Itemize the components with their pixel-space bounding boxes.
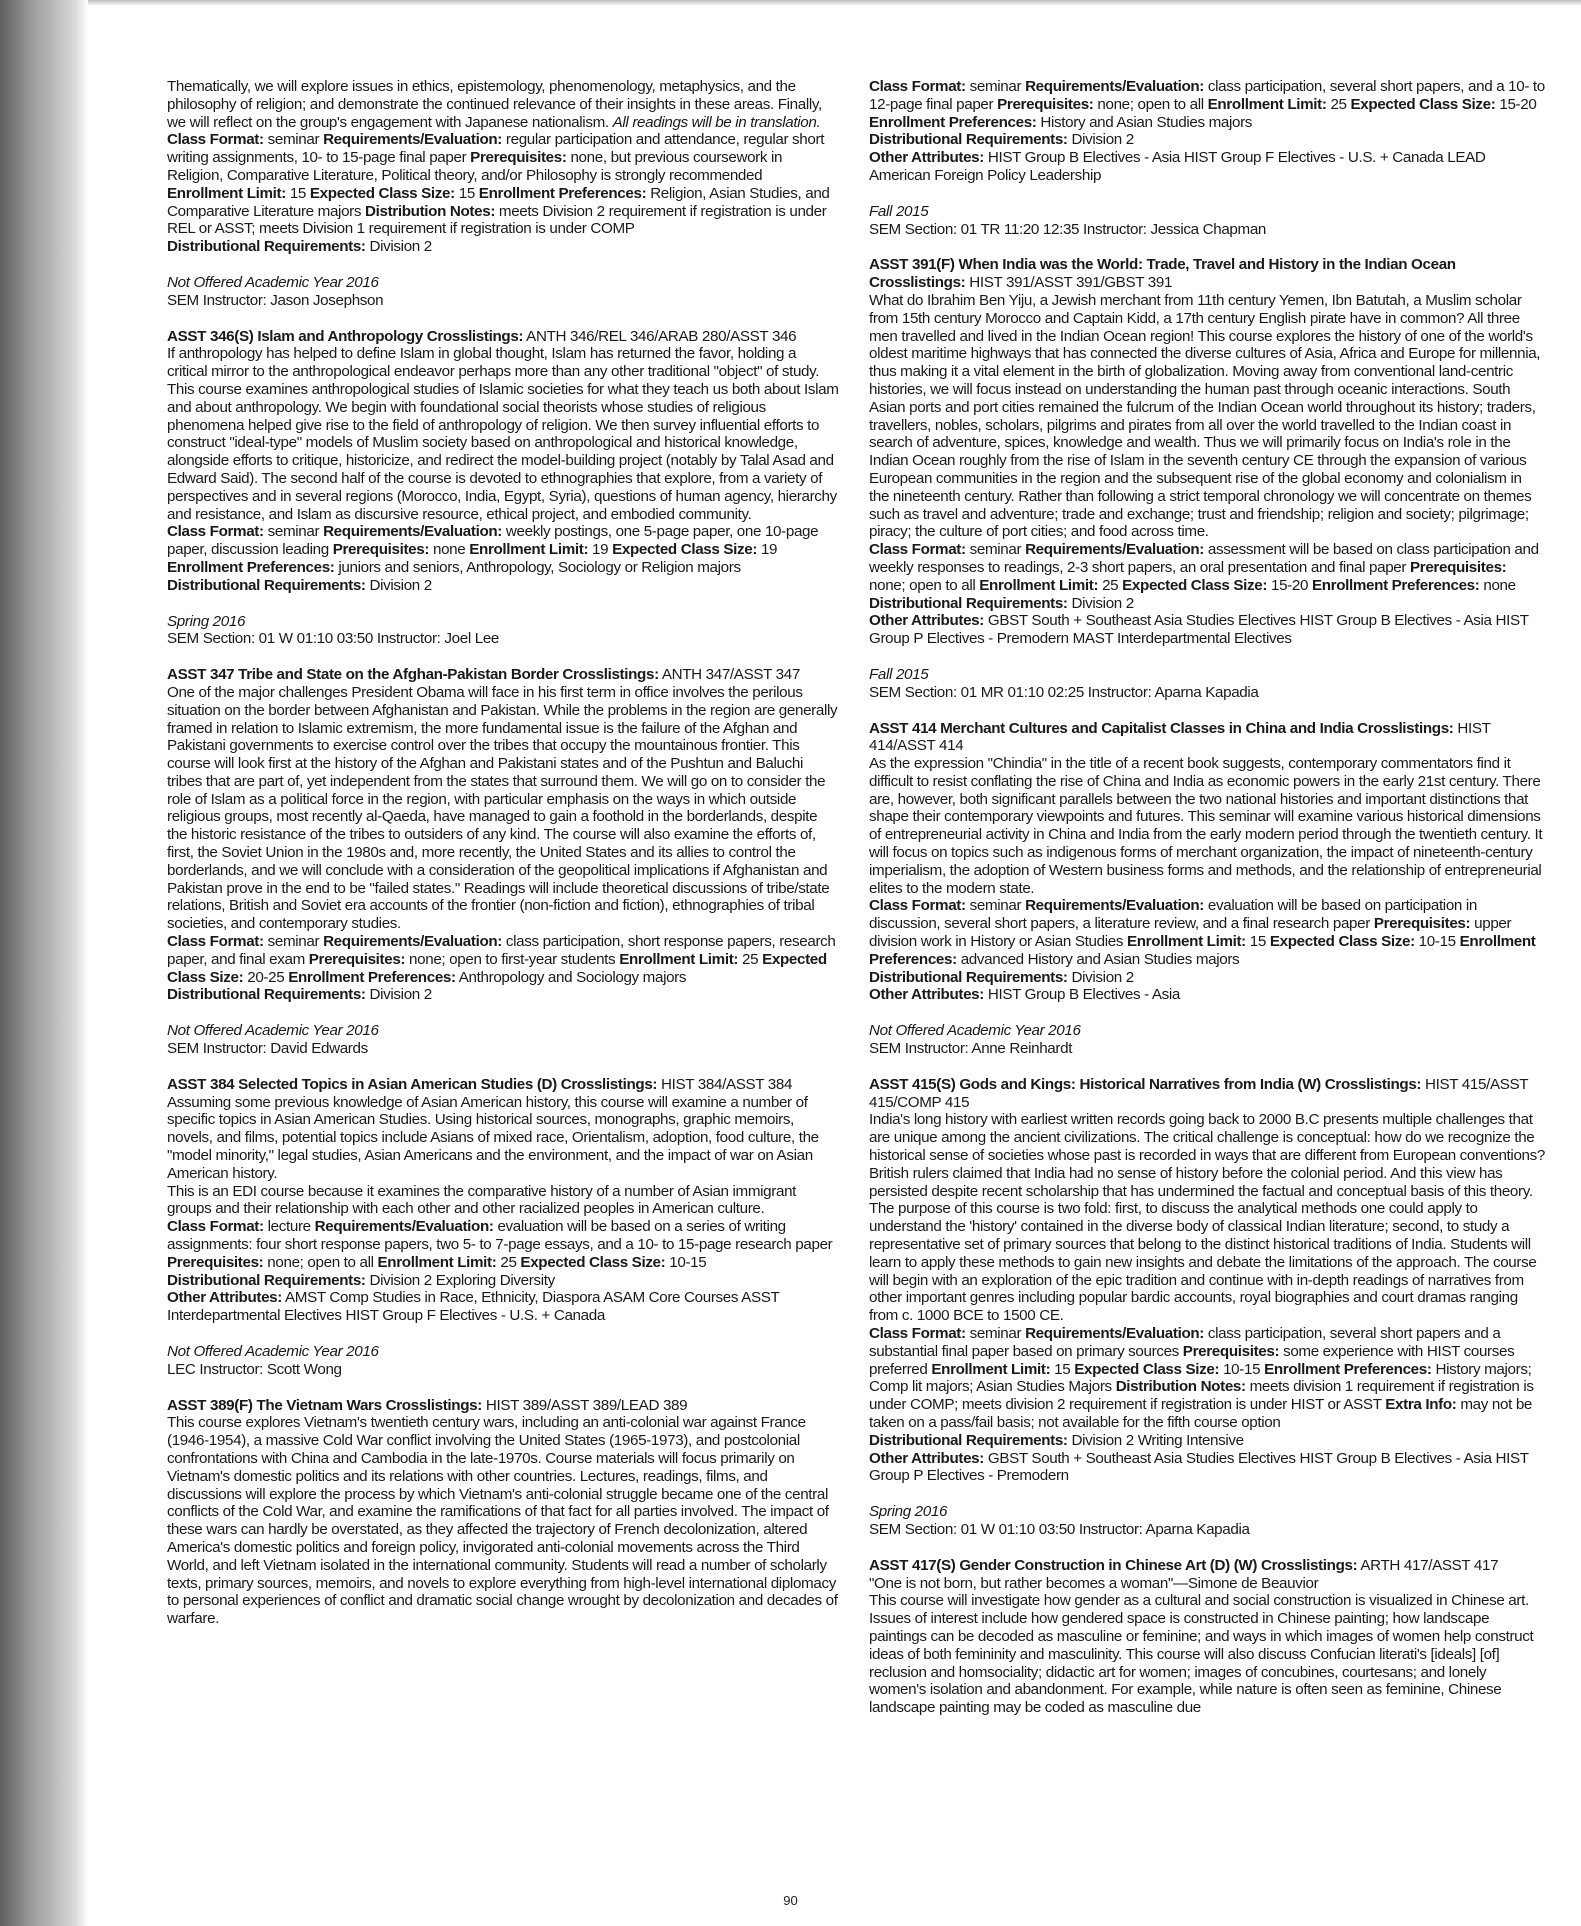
detail-label: Enrollment Limit: [377, 1253, 497, 1271]
detail-label: Expected Class Size: [167, 950, 827, 986]
term-offered: Spring 2016 [167, 612, 246, 630]
detail-label: Enrollment Limit: [167, 184, 286, 202]
detail-value: meets division 1 requirement if registration is under COMP; meets division 2 requirement if registration is under HIST or ASST [869, 1378, 1534, 1414]
crosslistings-label: Crosslistings: [1260, 1556, 1358, 1574]
course-entry [167, 328, 839, 649]
detail-value: 25 [1330, 95, 1347, 113]
detail-label: Enrollment Preferences: [1264, 1360, 1432, 1378]
crosslistings-label: Crosslistings: [1324, 1075, 1422, 1093]
distributional-requirements [167, 238, 839, 256]
course-description: If anthropology has helped to define Islam in global thought, Islam has returned the favor, holding a critical mirror to the anthropological endeavor perhaps more than any other traditional "object" of study. This course examines anthropological studies of Islamic societies for what they teach us both about Islam and about anthropology. We begin with foundational social theorists whose studies of religious phenomena helped give rise to the field of anthropology of religion. We then survey influential efforts to construct "ideal-type" models of Muslim society based on anthropological and historical knowledge, alongside efforts to critique, historicize, and redirect the model-building project (notably by Talal Asad and Edward Said). The second half of the course is devoted to ethnographies that explore, from a variety of perspectives and in several regions (Morocco, India, Egypt, Syria), questions of human agency, hierarchy and resistance, and Islam as discursive resource, ethical project, and embodied community. [167, 345, 839, 523]
page-edge-shadow [0, 0, 88, 1926]
section-info: SEM Section: 01 W 01:10 03:50 Instructor: Aparna Kapadia [869, 1520, 1250, 1538]
term-offered: Fall 2015 [869, 202, 929, 220]
detail-value: 15-20 [1499, 95, 1537, 113]
course-description: India's long history with earliest written records going back to 2000 B.C presents multiple challenges that are unique among the ancient civilizations. The critical challenge is conceptual: how do we recognize the historical sense of societies whose past is recorded in ways that are different from European conventions? British rulers claimed that India had no sense of history before the colonial period. And this view has persisted despite recent scholarship that has undermined the factual and conceptual basis of this theory. [869, 1111, 1545, 1200]
detail-value: advanced History and Asian Studies majors [960, 950, 1240, 968]
detail-value: seminar [969, 541, 1022, 559]
detail-value: none [1483, 576, 1516, 594]
detail-value: evaluation will be based on participation in discussion, several short papers, a literature review, and a final research paper [869, 897, 1478, 933]
section-info: SEM Instructor: Anne Reinhardt [869, 1040, 1073, 1058]
detail-value: 15 [1054, 1360, 1071, 1378]
detail-value: History and Asian Studies majors [1040, 113, 1253, 131]
term-offered: Not Offered Academic Year 2016 [167, 1022, 379, 1040]
crosslistings-label: Crosslistings: [869, 274, 966, 292]
detail-value: juniors and seniors, Anthropology, Sociology or Religion majors [338, 558, 741, 576]
course-description: Thematically, we will explore issues in ethics, epistemology, phenomenology, metaphysics, and the philosophy of religion; and demonstrate the continued relevance of their insights in these areas. Finally, we will reflect on the group's engagement with Japanese nationalism. All readings will be in translation. [167, 78, 822, 131]
course-title: ASST 346(S) Islam and Anthropology [167, 327, 423, 345]
section-info: SEM Instructor: David Edwards [167, 1040, 368, 1058]
crosslistings-value: HIST 384/ASST 384 [661, 1075, 793, 1093]
detail-label: Prerequisites: [1373, 915, 1471, 933]
course-entry [869, 720, 1545, 1058]
detail-label: Prerequisites: [332, 541, 430, 559]
detail-value: 25 [500, 1253, 517, 1271]
detail-label: Requirements/Evaluation: [323, 131, 503, 149]
crosslistings-value: HIST 415/ASST 415/COMP 415 [869, 1075, 1528, 1111]
detail-label: Requirements/Evaluation: [1025, 78, 1205, 95]
detail-value: 10-15 [1223, 1360, 1261, 1378]
detail-label: Class Format: [167, 933, 264, 951]
course-entry [167, 1397, 839, 1628]
detail-value: none [432, 541, 466, 559]
course-entry [167, 78, 839, 310]
course-title: ASST 417(S) Gender Construction in Chinese Art (D) (W) [869, 1556, 1258, 1574]
detail-label: Class Format: [167, 1218, 264, 1236]
course-details [869, 541, 1545, 594]
crosslistings-label: Crosslistings: [385, 1396, 482, 1414]
detail-value: 15 [1249, 933, 1266, 951]
detail-value: none; open to first-year students [409, 950, 616, 968]
detail-label: Enrollment Preferences: [288, 968, 456, 986]
distrib-value: Division 2 [369, 576, 432, 594]
detail-value: Anthropology and Sociology majors [458, 968, 687, 986]
page-top-edge [88, 0, 1581, 6]
detail-value: 15-20 [1270, 576, 1309, 594]
course-description: Assuming some previous knowledge of Asian American history, this course will examine a number of specific topics in Asian American Studies. Using historical sources, monographs, graphic memoirs, novels, and films, potential topics include Asians of mixed race, Orientalism, adoption, food culture, the "model minority," legal studies, Asian Americans and the environment, and the impact of war on Asian American history. [167, 1093, 819, 1182]
detail-value: seminar [267, 523, 320, 541]
course-title: ASST 384 Selected Topics in Asian American Studies (D) [167, 1075, 557, 1093]
detail-value: upper division work in History or Asian Studies [869, 915, 1512, 951]
distrib-label: Distributional Requirements: [167, 576, 366, 594]
course-heading [167, 328, 839, 346]
detail-value: may not be taken on a pass/fail basis; not available for the fifth course option [869, 1396, 1533, 1431]
distributional-requirements [869, 595, 1545, 613]
term-offered: Not Offered Academic Year 2016 [167, 1343, 379, 1360]
course-entry [167, 1076, 839, 1379]
detail-label: Class Format: [869, 1325, 966, 1342]
detail-value: 25 [1102, 576, 1119, 594]
course-heading [167, 1397, 839, 1415]
detail-value: class participation, short response papers, research paper, and final exam [167, 933, 836, 968]
detail-value: 15 [458, 184, 475, 202]
detail-label: Class Format: [869, 897, 966, 915]
other-label: Other Attributes: [869, 149, 984, 167]
course-title: ASST 414 Merchant Cultures and Capitalist Classes in China and India [869, 719, 1354, 737]
detail-value: 10-15 [1418, 933, 1456, 951]
course-entry [869, 256, 1545, 701]
other-attributes [869, 612, 1545, 648]
detail-label: Distribution Notes: [1115, 1378, 1246, 1396]
detail-value: lecture [267, 1218, 311, 1236]
other-value: GBST South + Southeast Asia Studies Electives HIST Group B Electives - Asia HIST Group P Electives - Premodern [869, 1449, 1529, 1485]
detail-label: Requirements/Evaluation: [323, 933, 503, 951]
course-heading [167, 666, 839, 684]
detail-label: Enrollment Limit: [979, 576, 1099, 594]
detail-label: Requirements/Evaluation: [1025, 541, 1205, 559]
course-details [167, 933, 839, 986]
detail-value: none, but previous coursework in Religion, Comparative Literature, Political theory, and/or Philosophy is strongly recommended [167, 149, 783, 184]
distributional-requirements [869, 969, 1545, 987]
distributional-requirements [869, 1432, 1545, 1450]
detail-value: seminar [267, 131, 320, 149]
course-title: ASST 415(S) Gods and Kings: Historical Narratives from India (W) [869, 1075, 1321, 1093]
detail-label: Expected Class Size: [1269, 933, 1415, 951]
detail-label: Enrollment Limit: [469, 541, 589, 559]
left-column [167, 78, 839, 1646]
course-entry [869, 1076, 1545, 1539]
detail-label: Prerequisites: [1182, 1342, 1280, 1360]
detail-value: seminar [969, 1325, 1022, 1342]
detail-label: Requirements/Evaluation: [314, 1218, 494, 1236]
other-value: AMST Comp Studies in Race, Ethnicity, Diaspora ASAM Core Courses ASST Interdepartmental Electives HIST Group F Electives - U.S. + Canada [167, 1289, 780, 1325]
crosslistings-value: ANTH 347/ASST 347 [661, 666, 800, 684]
detail-label: Expected Class Size: [1122, 576, 1268, 594]
course-heading [167, 1076, 839, 1094]
course-heading [869, 1557, 1545, 1575]
distrib-value: Division 2 [1071, 131, 1134, 149]
detail-label: Distribution Notes: [365, 202, 496, 220]
course-heading [869, 720, 1545, 756]
other-attributes [167, 1289, 839, 1325]
detail-value: class participation, several short papers and a substantial final paper based on primary sources [869, 1325, 1501, 1360]
distrib-label: Distributional Requirements: [869, 1431, 1068, 1449]
detail-label: Prerequisites: [997, 95, 1094, 113]
crosslistings-label: Crosslistings: [562, 666, 659, 684]
crosslistings-value: ANTH 346/REL 346/ARAB 280/ASST 346 [526, 327, 797, 345]
other-value: GBST South + Southeast Asia Studies Electives HIST Group B Electives - Asia HIST Group P Electives - Premodern MAST Interdepartmental Electives [869, 612, 1529, 648]
detail-value: 10-15 [669, 1253, 707, 1271]
detail-value: seminar [969, 78, 1022, 95]
course-heading [869, 256, 1545, 292]
detail-value: seminar [969, 897, 1022, 915]
course-heading [869, 1076, 1545, 1112]
detail-label: Prerequisites: [167, 1253, 264, 1271]
detail-value: none; open to all [869, 576, 976, 594]
course-details [167, 131, 839, 238]
section-info: SEM Section: 01 W 01:10 03:50 Instructor: Joel Lee [167, 630, 500, 648]
distributional-requirements [167, 577, 839, 595]
distributional-requirements [167, 1272, 839, 1290]
detail-label: Enrollment Preferences: [869, 113, 1037, 131]
detail-label: Expected Class Size: [612, 541, 758, 559]
course-description: This course explores Vietnam's twentieth century wars, including an anti-colonial war against France (1946-1954), a massive Cold War conflict involving the United States (1965-1973), and postcolonial confrontations with China and Cambodia in the late-1970s. Course materials will focus primarily on Vietnam's domestic politics and its relations with other countries. Lectures, readings, films, and discussions will explore the process by which Vietnam's anti-colonial struggle became one of the central conflicts of the Cold War, and examine the ramifications of that fact for all parties involved. The impact of these wars can hardly be overstated, as they affected the trajectory of French decolonization, altered America's domestic politics and foreign policy, invigorated anti-colonial movements across the Third World, and left Vietnam isolated in the international community. Students will read a number of scholarly texts, primary sources, memoirs, and novels to explore everything from high-level international diplomacy to personal experiences of conflict and dramatic social change wrought by decolonization and decades of warfare. [167, 1414, 838, 1628]
other-label: Other Attributes: [869, 1449, 984, 1467]
detail-value: History majors; Comp lit majors; Asian Studies Majors [869, 1360, 1532, 1396]
other-attributes [869, 1450, 1545, 1486]
detail-label: Class Format: [167, 131, 264, 149]
other-value: HIST Group B Electives - Asia [987, 986, 1181, 1004]
detail-label: Enrollment Limit: [1126, 933, 1246, 951]
distrib-label: Distributional Requirements: [167, 986, 366, 1004]
detail-label: Enrollment Preferences: [167, 558, 335, 576]
other-attributes [869, 986, 1545, 1004]
course-description-extra: This course will investigate how gender as a cultural and social construction is visualized in Chinese art. Issues of interest include how gendered space is constructed in Chinese painting; how landscape paintings can be decoded as masculine or feminine; and ways in which images of women help construct ideas of both femininity and masculinity. This course will also discuss Confucian literati's [ideals] [of] reclusion and homsociality; didactic art for women; images of concubines, courtesans; and lonely women's isolation and abandonment. For example, while nature is often seen as feminine, Chinese landscape painting may be coded as masculine due [869, 1592, 1534, 1717]
detail-value: none; open to all [267, 1253, 374, 1271]
detail-value: 20-25 [247, 968, 285, 986]
crosslistings-label: Crosslistings: [560, 1075, 658, 1093]
course-title: ASST 391(F) When India was the World: Trade, Travel and History in the Indian Ocean [869, 256, 1456, 274]
distrib-label: Distributional Requirements: [869, 131, 1068, 149]
detail-value: 15 [289, 184, 307, 202]
detail-label: Enrollment Preferences: [478, 184, 647, 202]
detail-label: Class Format: [167, 523, 264, 541]
detail-value: some experience with HIST courses preferred [869, 1342, 1515, 1378]
other-label: Other Attributes: [869, 986, 984, 1004]
course-details [167, 1218, 839, 1271]
detail-label: Expected Class Size: [520, 1253, 666, 1271]
crosslistings-value: HIST 389/ASST 389/LEAD 389 [485, 1396, 688, 1414]
distributional-requirements [869, 131, 1545, 149]
page-number: 90 [783, 1893, 798, 1908]
distributional-requirements [167, 986, 839, 1004]
course-title: ASST 389(F) The Vietnam Wars [167, 1396, 382, 1414]
detail-value: 19 [592, 541, 609, 559]
course-title: ASST 347 Tribe and State on the Afghan-Pakistan Border [167, 666, 559, 684]
crosslistings-label: Crosslistings: [426, 327, 524, 345]
other-label: Other Attributes: [167, 1289, 282, 1307]
detail-label: Requirements/Evaluation: [1025, 1325, 1205, 1342]
term-offered: Spring 2016 [869, 1503, 948, 1521]
detail-value: Religion, Asian Studies, and Comparative Literature majors [167, 184, 830, 220]
detail-label: Extra Info: [1385, 1396, 1457, 1414]
course-description: What do Ibrahim Ben Yiju, a Jewish merchant from 11th century Yemen, Ibn Batutah, a Muslim scholar from 15th century Morocco and Captain Kidd, a 17th century English pirate have in common? All three men travelled and lived in the Indian Ocean region! This course explores the history of one of the world's oldest maritime highways that has connected the diverse cultures of Asia, Africa and Europe for millennia, thus making it a vital element in the birth of globalization. Moving away from conventional land-centric histories, we will focus instead on understanding the human past through oceanic interactions. South Asian ports and port cities remained the fulcrum of the Indian Ocean world throughout its history; traders, travellers, nobles, scholars, pilgrims and pirates from all over the world travelled to the Indian coast in search of adventure, spices, knowledge and wealth. Thus we will primarily focus on India's role in the Indian Ocean roughly from the rise of Islam in the seventh century CE through the expansion of various European communities in the region and the subsequent rise of the global economy and colonialism in the nineteenth century. Rather than following a strict temporal chronology we will concentrate on themes such as travel and adventure; trade and exchange; trust and friendship; religion and society; pilgrimage; piracy; the culture of port cities; and food across time. [869, 291, 1541, 541]
detail-value: weekly postings, one 5-page paper, one 10-page paper, discussion leading [167, 523, 819, 559]
course-description-extra: This is an EDI course because it examines the comparative history of a number of Asian immigrant groups and their relationship with each other and other racialized peoples in American culture. [167, 1182, 797, 1218]
detail-label: Prerequisites: [1409, 558, 1507, 576]
term-offered: Not Offered Academic Year 2016 [869, 1022, 1081, 1040]
distrib-label: Distributional Requirements: [869, 594, 1068, 612]
detail-label: Expected Class Size: [1074, 1360, 1220, 1378]
term-offered: Fall 2015 [869, 665, 929, 683]
detail-label: Enrollment Limit: [931, 1360, 1051, 1378]
detail-label: Prerequisites: [470, 149, 567, 167]
detail-label: Class Format: [869, 78, 966, 95]
term-offered: Not Offered Academic Year 2016 [167, 273, 379, 291]
course-description: As the expression "Chindia" in the title of a recent book suggests, contemporary commentators find it difficult to resist conflating the rise of China and India as economic powers in the early 21st century. There are, however, both significant parallels between the two national histories and important distinctions that shape their contemporary viewpoints and futures. This seminar will examine various historical dimensions of entrepreneurial activity in China and India from the early modern period through the twentieth century. It will focus on topics such as indigenous forms of merchant organization, the impact of nineteenth-century imperialism, the adoption of Western business forms and methods, and the relationship of entrepreneurial elites to the modern state. [869, 755, 1543, 897]
course-details [869, 1325, 1545, 1432]
section-info: SEM Section: 01 MR 01:10 02:25 Instructor: Aparna Kapadia [869, 683, 1259, 701]
detail-label: Enrollment Preferences: [1311, 576, 1480, 594]
detail-value: seminar [267, 933, 320, 951]
right-column [869, 78, 1545, 1735]
description-note: All readings will be in translation. [612, 113, 821, 131]
other-label: Other Attributes: [869, 612, 984, 630]
distrib-value: Division 2 Exploring Diversity [369, 1271, 555, 1289]
distrib-label: Distributional Requirements: [869, 968, 1068, 986]
detail-value: class participation, several short papers, and a 10- to 12-page final paper [869, 78, 1545, 113]
distrib-value: Division 2 [1071, 594, 1134, 612]
other-attributes [869, 149, 1545, 185]
detail-label: Enrollment Limit: [619, 950, 739, 968]
course-entry [167, 666, 839, 1058]
course-details [869, 78, 1545, 131]
detail-label: Class Format: [869, 541, 966, 559]
distrib-label: Distributional Requirements: [167, 238, 366, 256]
course-entry [869, 1557, 1545, 1717]
other-value: HIST Group B Electives - Asia HIST Group F Electives - U.S. + Canada LEAD American Foreign Policy Leadership [869, 149, 1486, 184]
detail-label: Enrollment Preferences: [869, 933, 1536, 968]
section-info: SEM Section: 01 TR 11:20 12:35 Instructor: Jessica Chapman [869, 220, 1267, 238]
detail-value: assessment will be based on class participation and weekly responses to readings, 2-3 short papers, an oral presentation and final paper [869, 541, 1539, 576]
detail-value: 25 [742, 950, 759, 968]
detail-label: Expected Class Size: [309, 184, 455, 202]
course-details [869, 897, 1545, 968]
distrib-value: Division 2 [369, 238, 432, 256]
distrib-value: Division 2 [369, 986, 432, 1004]
crosslistings-value: ARTH 417/ASST 417 [1360, 1556, 1499, 1574]
distrib-label: Distributional Requirements: [167, 1271, 366, 1289]
detail-value: none; open to all [1097, 95, 1204, 113]
distrib-value: Division 2 [1071, 968, 1134, 986]
crosslistings-label: Crosslistings: [1357, 719, 1454, 737]
section-info: LEC Instructor: Scott Wong [167, 1360, 342, 1378]
course-entry [869, 78, 1545, 238]
course-description: One of the major challenges President Obama will face in his first term in office involves the perilous situation on the border between Afghanistan and Pakistan. While the problems in the region are generally framed in relation to Islamic extremism, the more fundamental issue is the failure of the Afghan and Pakistani governments to exercise control over the tribes that occupy the mountainous frontier. This course will look first at the history of the Afghan and Pakistani states and of the Pushtun and Baluchi tribes that are part of, yet independent from the states that surround them. We will go on to consider the role of Islam as a political force in the region, with particular emphasis on the ways in which outside religious groups, most recently al-Qaeda, have managed to gain a foothold in the borderlands, despite the historic resistance of the tribes to outsiders of any kind. The course will also examine the efforts of, first, the Soviet Union in the 1980s and, more recently, the United States and its allies to control the borderlands, and we will conclude with a consideration of the geopolitical implications if Afghanistan and Pakistan prove in the end to be "failed states." Readings will include theoretical discussions of tribe/state relations, British and Soviet era accounts of the frontier (non-fiction and fiction), ethnographies of tribal societies, and contemporary studies. [167, 683, 838, 933]
detail-label: Requirements/Evaluation: [1025, 897, 1205, 915]
detail-value: 19 [760, 541, 778, 559]
detail-label: Expected Class Size: [1350, 95, 1496, 113]
detail-label: Prerequisites: [308, 950, 406, 968]
section-info: SEM Instructor: Jason Josephson [167, 291, 384, 309]
course-description: "One is not born, but rather becomes a woman"—Simone de Beauvior [869, 1574, 1319, 1592]
detail-label: Requirements/Evaluation: [323, 523, 503, 541]
detail-value: evaluation will be based on a series of writing assignments: four short response papers, two 5- to 7-page essays, and a 10- to 15-page research paper [167, 1218, 833, 1254]
detail-label: Enrollment Limit: [1207, 95, 1327, 113]
crosslistings-value: HIST 391/ASST 391/GBST 391 [969, 274, 1173, 292]
course-details [167, 523, 839, 576]
detail-value: regular participation and attendance, regular short writing assignments, 10- to 15-page final paper [167, 131, 825, 167]
detail-value: meets Division 2 requirement if registration is under REL or ASST; meets Division 1 requirement if registration is under COMP [167, 202, 827, 238]
distrib-value: Division 2 Writing Intensive [1071, 1431, 1244, 1449]
course-description-extra: The purpose of this course is two fold: first, to discuss the analytical methods one could apply to understand the 'history' contained in the diverse body of classical Indian literature; second, to study a representative set of primary sources that belong to the distinct historical traditions of India. Students will learn to apply these methods to gain new insights and debate the limitations of the approach. The course will begin with an exploration of the epic tradition and continue with in-depth readings of narratives from other important genres including popular bardic accounts, royal biographies and court dramas ranging from c. 1000 BCE to 1500 CE. [869, 1200, 1537, 1325]
crosslistings-value: HIST 414/ASST 414 [869, 719, 1491, 755]
